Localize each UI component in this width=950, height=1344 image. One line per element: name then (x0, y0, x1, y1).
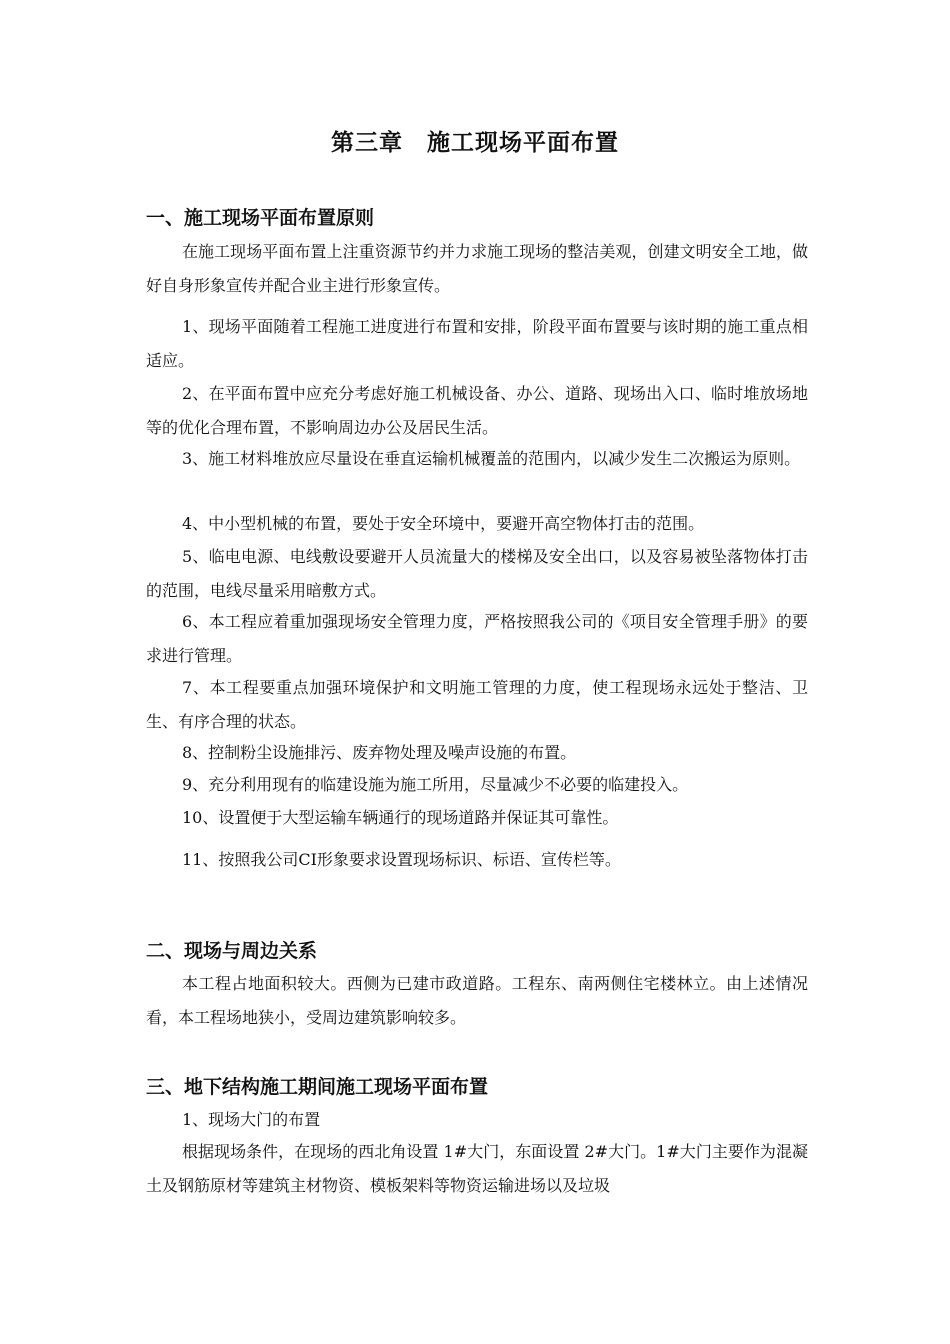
paragraph-item-6: 6、本工程应着重加强现场安全管理力度，严格按照我公司的《项目安全管理手册》的要求进行管理。 (146, 612, 808, 665)
paragraph-item-11: 11、按照我公司CI形象要求设置现场标识、标语、宣传栏等。 (182, 850, 621, 869)
section-heading-2: 二、现场与周边关系 (146, 940, 318, 962)
paragraph-item-3: 3、施工材料堆放应尽量设在垂直运输机械覆盖的范围内，以减少发生二次搬运为原则。 (182, 449, 801, 468)
section-heading-1: 一、施工现场平面布置原则 (146, 207, 375, 229)
paragraph-item-9: 9、充分利用现有的临建设施为施工所用，尽量减少不必要的临建投入。 (182, 775, 689, 794)
paragraph-item-10: 10、设置便于大型运输车辆通行的现场道路并保证其可靠性。 (182, 808, 619, 827)
paragraph-item-1: 1、现场平面随着工程施工进度进行布置和安排，阶段平面布置要与该时期的施工重点相适应。 (146, 317, 808, 370)
paragraph-item-7: 7、本工程要重点加强环境保护和文明施工管理的力度，使工程现场永远处于整洁、卫生、有序合理的状态。 (146, 678, 808, 731)
paragraph-intro: 在施工现场平面布置上注重资源节约并力求施工现场的整洁美观，创建文明安全工地，做好自身形象宣传并配合业主进行形象宣传。 (146, 242, 808, 295)
paragraph-item-2: 2、在平面布置中应充分考虑好施工机械设备、办公、道路、现场出入口、临时堆放场地等的优化合理布置，不影响周边办公及居民生活。 (146, 384, 808, 437)
paragraph-gate-layout: 根据现场条件，在现场的西北角设置 1#大门，东面设置 2#大门。1#大门主要作为混凝土及钢筋原材等建筑主材物资、模板架料等物资运输进场以及垃圾 (146, 1142, 808, 1195)
chapter-title: 第三章 施工现场平面布置 (331, 130, 619, 156)
section-heading-3: 三、地下结构施工期间施工现场平面布置 (146, 1076, 489, 1098)
paragraph-item-5: 5、临电电源、电线敷设要避开人员流量大的楼梯及安全出口，以及容易被坠落物体打击的范围，电线尽量采用暗敷方式。 (146, 547, 808, 600)
paragraph-item-8: 8、控制粉尘设施排污、废弃物处理及噪声设施的布置。 (182, 743, 577, 762)
paragraph-gate-subtitle: 1、现场大门的布置 (182, 1110, 321, 1129)
paragraph-surroundings: 本工程占地面积较大。西侧为已建市政道路。工程东、南两侧住宅楼林立。由上述情况看，本工程场地狭小，受周边建筑影响较多。 (146, 974, 808, 1027)
paragraph-item-4: 4、中小型机械的布置，要处于安全环境中，要避开高空物体打击的范围。 (182, 514, 705, 533)
